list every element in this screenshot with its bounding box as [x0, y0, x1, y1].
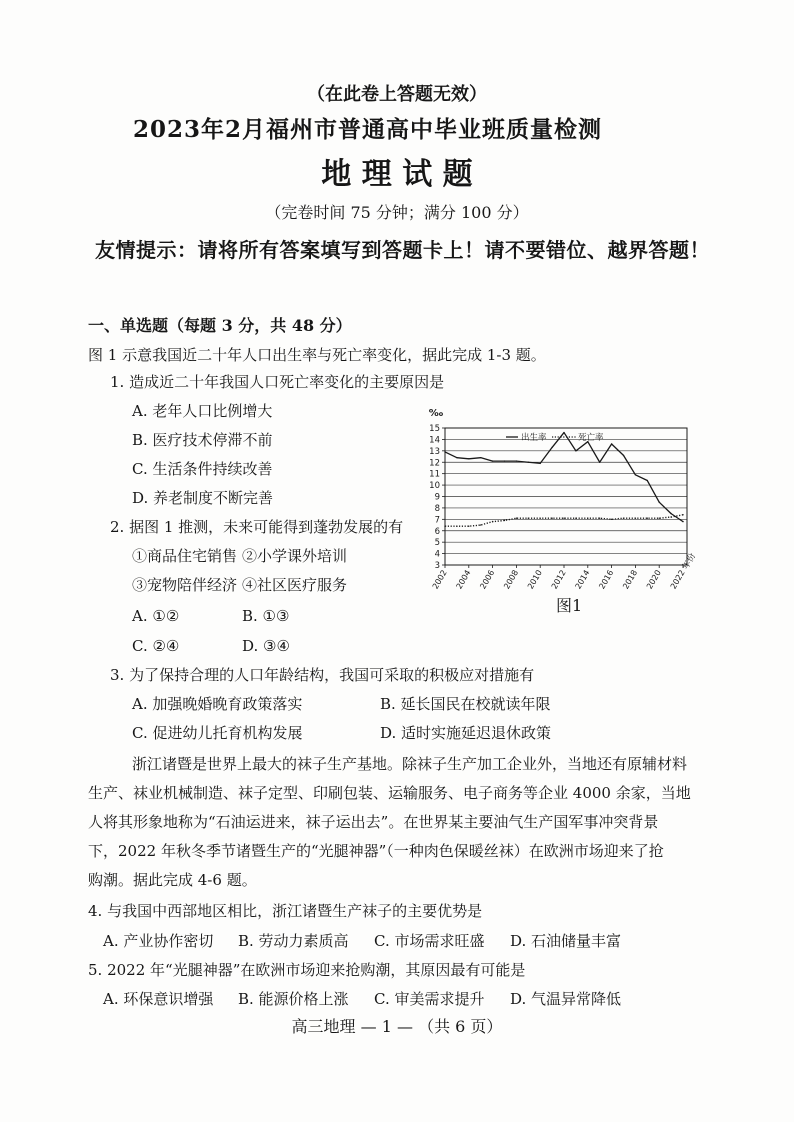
passage-line: 购潮。据此完成 4-6 题。: [88, 871, 257, 889]
x-tick-label: 2012: [549, 568, 568, 591]
passage-line: 生产、袜业机械制造、袜子定型、印刷包装、运输服务、电子商务等企业 4000 余家，当地: [88, 784, 691, 802]
y-tick-label: 10: [429, 481, 440, 492]
question-4-option-a: A. 产业协作密切: [103, 932, 214, 950]
question-2-stem: 2. 据图 1 推测，未来可能得到蓬勃发展的有: [110, 518, 404, 536]
x-tick-label: 2022: [668, 568, 687, 591]
birth-rate-point: [468, 458, 469, 459]
section-heading: 一、单选题（每题 3 分，共 48 分）: [88, 316, 352, 335]
y-tick-label: 6: [434, 526, 440, 537]
question-3-option-d: D. 适时实施延迟退休政策: [380, 724, 552, 742]
question-3-option-a: A. 加强晚婚晚育政策落实: [132, 695, 303, 713]
answer-invalid-notice: （在此卷上答题无效）: [307, 84, 487, 105]
death-rate-point: [659, 517, 660, 518]
y-tick-label: 7: [434, 515, 440, 526]
birth-death-rate-chart: [410, 400, 710, 600]
question-2-item-2: ②小学课外培训: [242, 547, 348, 565]
exam-title: 2023年2月福州市普通高中毕业班质量检测: [133, 116, 603, 143]
x-tick-label: 2006: [478, 568, 497, 591]
x-tick-label: 2002: [430, 568, 449, 591]
death-rate-point: [647, 517, 648, 518]
x-tick-label: 2020: [644, 568, 663, 591]
legend-birth-label: 出生率: [521, 433, 547, 443]
death-rate-point: [623, 517, 624, 518]
figure-intro: 图 1 示意我国近二十年人口出生率与死亡率变化，据此完成 1-3 题。: [88, 346, 546, 364]
question-2-option-b: B. ①③: [242, 607, 290, 625]
question-4-option-b: B. 劳动力素质高: [238, 932, 349, 950]
y-tick-label: 12: [429, 458, 440, 469]
birth-rate-point: [456, 457, 457, 458]
question-3-option-b: B. 延长国民在校就读年限: [380, 695, 551, 713]
death-rate-point: [504, 520, 505, 521]
x-tick-label: 2004: [454, 568, 473, 591]
question-1-option-d: D. 养老制度不断完善: [132, 489, 274, 507]
question-4-stem: 4. 与我国中西部地区相比，浙江诸暨生产袜子的主要优势是: [88, 902, 483, 920]
birth-rate-point: [551, 447, 552, 448]
question-5-option-a: A. 环保意识增强: [103, 990, 214, 1008]
death-rate-point: [551, 517, 552, 518]
question-3-stem: 3. 为了保持合理的人口年龄结构，我国可采取的积极应对措施有: [110, 666, 535, 684]
passage-line: 下，2022 年秋冬季节诸暨生产的“光腿神器”（一种肉色保暖丝袜）在欧洲市场迎来了抢: [88, 842, 664, 860]
question-2-item-4: ④社区医疗服务: [242, 576, 348, 594]
question-5-option-d: D. 气温异常降低: [510, 990, 622, 1008]
y-tick-label: 14: [429, 435, 440, 446]
x-tick-label: 2016: [597, 568, 616, 591]
death-rate-point: [468, 525, 469, 526]
question-4-option-c: C. 市场需求旺盛: [374, 932, 485, 950]
death-rate-point: [540, 517, 541, 518]
passage-line: 人将其形象地称为“石油运进来，袜子运出去”。在世界某主要油气生产国军事冲突背景: [88, 813, 659, 831]
question-2-item-3: ③宠物陪伴经济: [132, 576, 238, 594]
death-rate-point: [492, 521, 493, 522]
birth-rate-point: [480, 457, 481, 458]
y-tick-label: 11: [429, 469, 440, 480]
time-info: （完卷时间 75 分钟；满分 100 分）: [265, 203, 529, 222]
birth-rate-point: [659, 502, 660, 503]
x-tick-label: 2014: [573, 568, 592, 591]
death-rate-point: [682, 514, 683, 515]
birth-rate-point: [623, 455, 624, 456]
birth-rate-point: [670, 513, 671, 514]
question-2-option-d: D. ③④: [242, 637, 290, 655]
question-5-stem: 5. 2022 年“光腿神器”在欧洲市场迎来抢购潮，其原因最有可能是: [88, 961, 526, 979]
death-rate-point: [528, 517, 529, 518]
y-tick-label: 13: [429, 446, 440, 457]
death-rate-point: [563, 517, 564, 518]
y-tick-label: 8: [434, 503, 440, 514]
question-3-option-c: C. 促进幼儿托育机构发展: [132, 724, 303, 742]
y-tick-label: 15: [429, 424, 440, 434]
y-tick-label: 3: [434, 561, 440, 571]
death-rate-point: [635, 517, 636, 518]
x-axis-label: 年份: [680, 551, 699, 572]
question-1-option-a: A. 老年人口比例增大: [132, 402, 273, 420]
figure-caption: 图1: [556, 596, 583, 615]
birth-rate-point: [540, 463, 541, 464]
subject-title: 地 理 试 题: [321, 157, 473, 192]
y-tick-label: 5: [434, 538, 440, 549]
birth-rate-point: [492, 460, 493, 461]
death-rate-point: [456, 525, 457, 526]
page-footer: 高三地理 — 1 — （共 6 页）: [291, 1017, 503, 1036]
friendly-reminder: 友情提示：请将所有答案填写到答题卡上！请不要错位、越界答题！: [95, 238, 710, 262]
x-tick-label: 2018: [621, 568, 640, 591]
question-5-option-c: C. 审美需求提升: [374, 990, 485, 1008]
birth-rate-point: [635, 474, 636, 475]
birth-rate-point: [682, 521, 683, 522]
death-rate-point: [480, 524, 481, 525]
birth-rate-point: [528, 462, 529, 463]
x-tick-label: 2010: [525, 568, 544, 591]
birth-rate-point: [575, 450, 576, 451]
birth-rate-point: [516, 460, 517, 461]
question-1-option-c: C. 生活条件持续改善: [132, 460, 273, 478]
question-5-option-b: B. 能源价格上涨: [238, 990, 349, 1008]
y-tick-label: 9: [434, 492, 440, 503]
death-rate-point: [516, 517, 517, 518]
birth-rate-point: [444, 451, 445, 452]
y-axis-label: ‰: [428, 408, 444, 419]
death-rate-point: [611, 519, 612, 520]
x-tick-label: 2008: [502, 568, 521, 591]
question-1-option-b: B. 医疗技术停滞不前: [132, 431, 273, 449]
birth-rate-point: [611, 443, 612, 444]
birth-rate-point: [599, 462, 600, 463]
death-rate-point: [575, 517, 576, 518]
passage-line: 浙江诸暨是世界上最大的袜子生产基地。除袜子生产加工企业外，当地还有原辅材料: [132, 755, 688, 773]
question-1-stem: 1. 造成近二十年我国人口死亡率变化的主要原因是: [110, 373, 445, 391]
death-rate-point: [599, 517, 600, 518]
death-rate-point: [444, 525, 445, 526]
birth-rate-point: [504, 460, 505, 461]
question-2-option-a: A. ①②: [132, 607, 180, 625]
legend-death-label: 死亡率: [578, 433, 604, 443]
question-2-option-c: C. ②④: [132, 637, 180, 655]
y-tick-label: 4: [434, 549, 440, 560]
death-rate-point: [670, 516, 671, 517]
death-rate-point: [587, 517, 588, 518]
birth-rate-point: [563, 432, 564, 433]
question-2-item-1: ①商品住宅销售: [132, 547, 238, 565]
birth-rate-point: [647, 480, 648, 481]
question-4-option-d: D. 石油储量丰富: [510, 932, 622, 950]
